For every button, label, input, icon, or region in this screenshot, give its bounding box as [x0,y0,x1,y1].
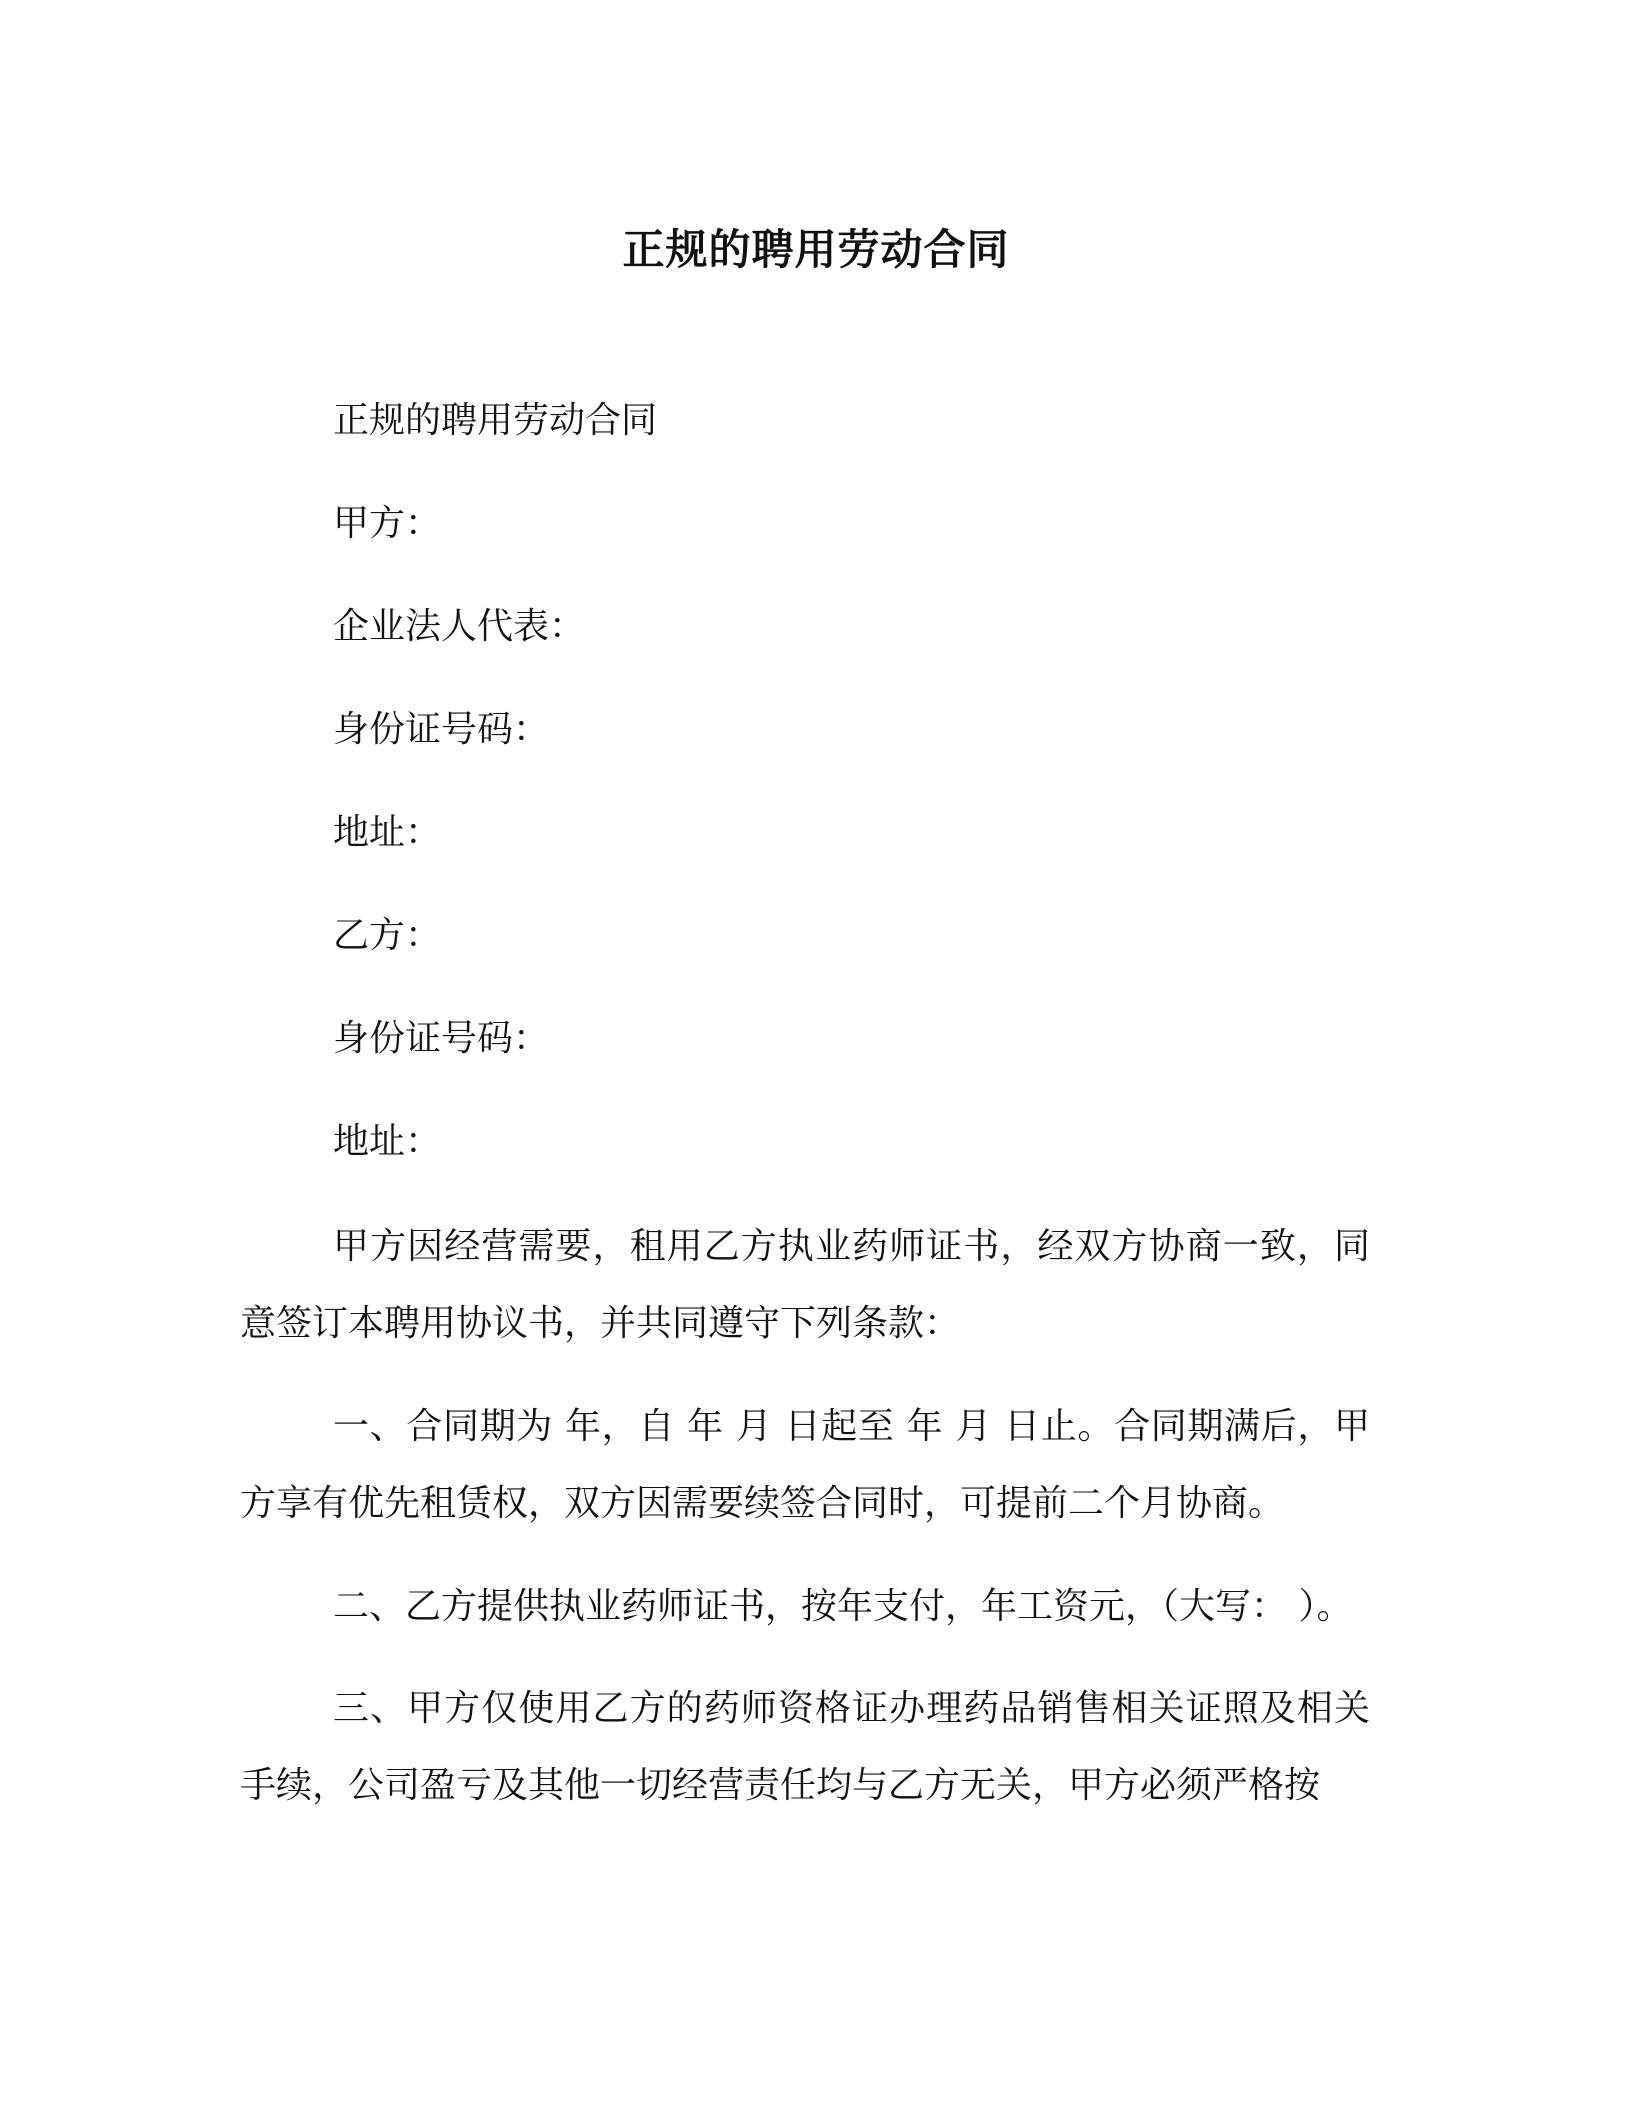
document-title: 正规的聘用劳动合同 [622,225,1010,274]
party-a-address-label: 地址： [333,812,442,853]
party-b-label: 乙方： [333,915,442,956]
legal-rep-label: 企业法人代表： [333,606,586,647]
clause-2-paragraph: 二、乙方提供执业药师证书，按年支付，年工资元，（大写： ）。 [333,1586,1353,1627]
clause-1-paragraph: 一、合同期为 年，自 年 月 日起至 年 月 日止。合同期满后，甲方享有优先租赁权，双方因需要续签合同时，可提前二个月协商。 [240,1406,1370,1524]
party-b-id-label: 身份证号码： [333,1018,550,1059]
clause-3-paragraph: 三、甲方仅使用乙方的药师资格证办理药品销售相关证照及相关手续，公司盈亏及其他一切经营责任均与乙方无关，甲方必须严格按 [240,1688,1370,1806]
subtitle-line: 正规的聘用劳动合同 [333,400,658,441]
intro-paragraph: 甲方因经营需要，租用乙方执业药师证书，经双方协商一致，同意签订本聘用协议书，并共同遵守下列条款： [240,1226,1370,1344]
party-a-label: 甲方： [333,503,442,544]
party-a-id-label: 身份证号码： [333,709,550,750]
party-b-address-label: 地址： [333,1121,442,1162]
